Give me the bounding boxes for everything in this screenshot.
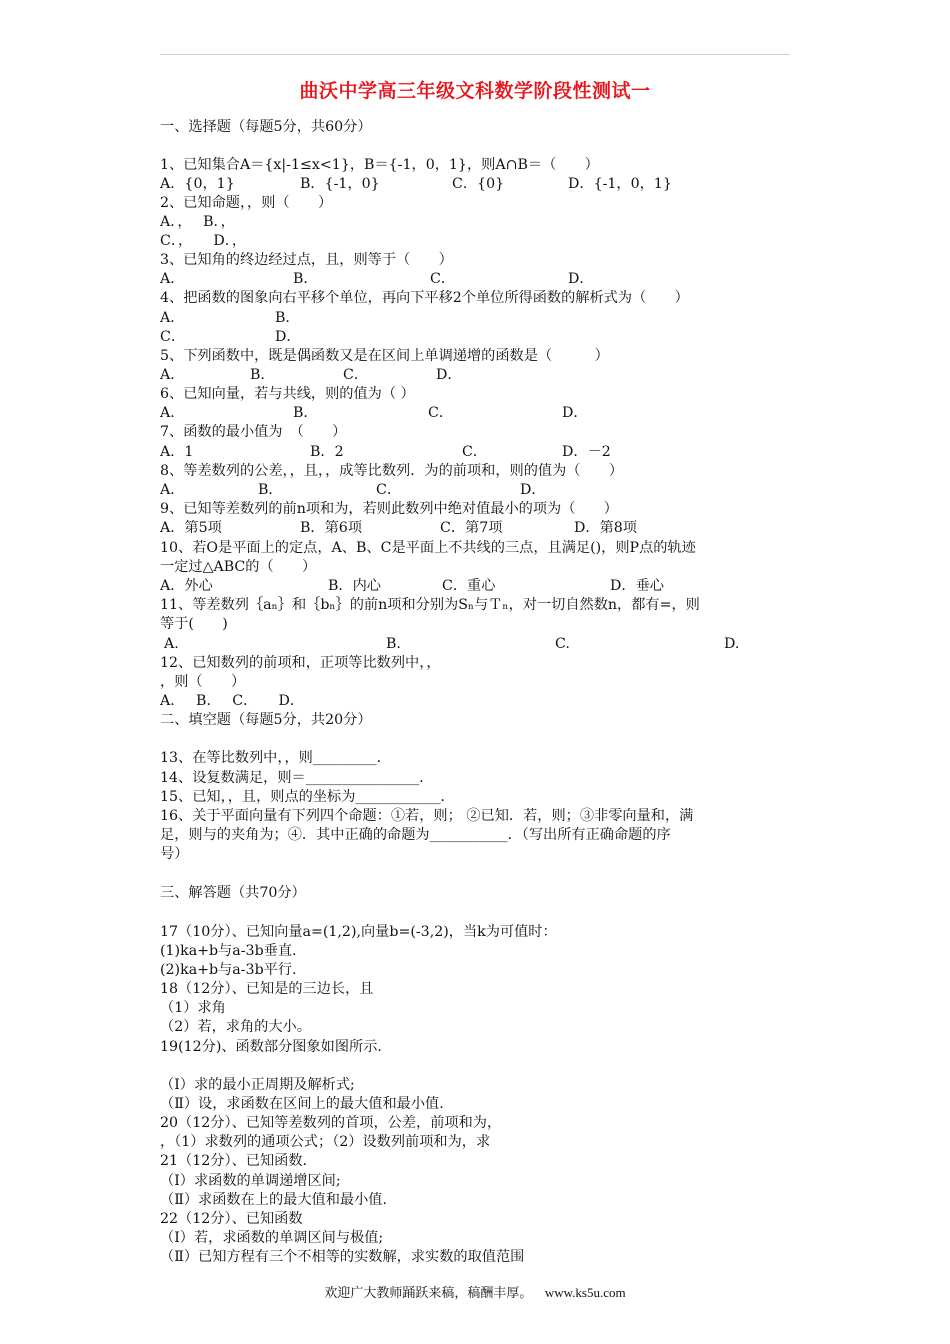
- question-18-part-1: （1）求角: [160, 1000, 226, 1016]
- q3-option-a: A．: [160, 271, 185, 287]
- q12-options: A． B． C． D．: [160, 693, 305, 709]
- question-16-line-1: 16、关于平面向量有下列四个命题：①若，则； ②已知．若，则；③非零向量和，满: [160, 808, 694, 824]
- question-13: 13、在等比数列中，，则_________．: [160, 750, 391, 766]
- question-22-part-2: （Ⅱ）已知方程有三个不相等的实数解，求实数的取值范围: [160, 1249, 525, 1265]
- section-heading-choice: 一、选择题（每题5分，共60分）: [160, 119, 372, 135]
- question-18-part-2: （2）若，求角的大小。: [160, 1019, 311, 1035]
- question-10-line-1: 10、若O是平面上的定点，A、B、C是平面上不共线的三点，且满足()，则P点的轨迹: [160, 540, 696, 556]
- question-21-part-1: （Ⅰ）求函数的单调递增区间;: [160, 1173, 341, 1189]
- question-9: 9、已知等差数列的前n项和为，若则此数列中绝对值最小的项为（ ）: [160, 501, 618, 517]
- question-20-parts: ，（1）求数列的通项公式；（2）设数列前项和为，求: [160, 1134, 491, 1150]
- question-11-line-2: 等于( ): [160, 616, 228, 632]
- q9-option-d: D．第8项: [574, 520, 637, 536]
- question-2: 2、已知命题，，则（ ）: [160, 195, 333, 211]
- q4-option-a: A．: [160, 310, 185, 326]
- footer-text: 欢迎广大教师踊跃来稿，稿酬丰厚。: [324, 1286, 533, 1301]
- question-4: 4、把函数的图象向右平移个单位，再向下平移2个单位所得函数的解析式为（ ）: [160, 290, 689, 306]
- footer-url[interactable]: www.ks5u.com: [544, 1285, 626, 1300]
- q4-option-b: B．: [275, 310, 300, 326]
- q11-option-a: A.: [164, 636, 179, 652]
- q5-option-d: D．: [436, 367, 462, 383]
- q9-option-c: C．第7项: [440, 520, 503, 536]
- header-rule: [160, 54, 790, 55]
- page-footer: [0, 1282, 950, 1301]
- q6-option-b: B．: [293, 405, 318, 421]
- q3-option-c: C．: [430, 271, 456, 287]
- q3-option-b: B．: [293, 271, 318, 287]
- question-15: 15、已知，，且，则点的坐标为____________．: [160, 789, 455, 805]
- q6-option-d: D．: [562, 405, 588, 421]
- q6-option-a: A．: [160, 405, 185, 421]
- q3-option-d: D．: [568, 271, 594, 287]
- question-12-line-2: ，则（ ）: [160, 674, 246, 690]
- q11-option-d: D.: [724, 636, 740, 652]
- question-17-part-2: (2)ka+b与a-3b平行.: [160, 962, 297, 978]
- q11-option-c: C.: [555, 636, 570, 652]
- q10-option-a: A．外心: [160, 578, 213, 594]
- q1-option-a: A．{0，1}: [160, 176, 235, 192]
- q2-options-ab: A．， B．，: [160, 214, 235, 230]
- question-1: 1、已知集合A＝{x|-1≤x<1}，B＝{-1，0，1}，则A∩B＝（ ）: [160, 157, 599, 173]
- q8-option-c: C．: [376, 482, 402, 498]
- question-5: 5、下列函数中，既是偶函数又是在区间上单调递增的函数是（ ）: [160, 348, 609, 364]
- question-22-part-1: （Ⅰ）若，求函数的单调区间与极值;: [160, 1230, 384, 1246]
- question-22: 22（12分）、已知函数: [160, 1211, 303, 1227]
- question-19: 19(12分)、函数部分图象如图所示.: [160, 1039, 382, 1055]
- q6-option-c: C．: [428, 405, 454, 421]
- q7-option-d: D．－2: [562, 444, 611, 460]
- q7-option-c: C．: [462, 444, 488, 460]
- page-title: 曲沃中学高三年级文科数学阶段性测试一: [299, 80, 651, 102]
- question-19-part-2: （Ⅱ）设，求函数在区间上的最大值和最小值.: [160, 1096, 444, 1112]
- q1-option-d: D．{-1，0，1}: [568, 176, 672, 192]
- q7-option-b: B．2: [310, 444, 344, 460]
- question-21-part-2: （Ⅱ）求函数在上的最大值和最小值.: [160, 1192, 387, 1208]
- q5-option-a: A．: [160, 367, 185, 383]
- section-heading-fill: 二、填空题（每题5分，共20分）: [160, 712, 372, 728]
- q4-option-d: D．: [275, 329, 301, 345]
- q4-option-c: C．: [160, 329, 186, 345]
- q8-option-b: B．: [258, 482, 283, 498]
- question-11-line-1: 11、等差数列｛aₙ｝和｛bₙ｝的前n项和分别为Sₙ与Ｔₙ，对一切自然数n，都有=，则: [160, 597, 700, 613]
- question-16-line-3: 号）: [160, 846, 189, 862]
- q8-option-a: A．: [160, 482, 185, 498]
- section-heading-answer: 三、解答题（共70分）: [160, 885, 306, 901]
- q9-option-b: B．第6项: [300, 520, 363, 536]
- question-6: 6、已知向量，若与共线，则的值为（ ）: [160, 386, 415, 402]
- q2-options-cd: C．， D．，: [160, 233, 247, 249]
- q9-option-a: A．第5项: [160, 520, 222, 536]
- question-14: 14、设复数满足，则＝________________．: [160, 770, 434, 786]
- question-7: 7、函数的最小值为 （ ）: [160, 424, 347, 440]
- q10-option-b: B．内心: [328, 578, 381, 594]
- question-17-part-1: (1)ka+b与a-3b垂直.: [160, 943, 297, 959]
- question-12-line-1: 12、已知数列的前项和，正项等比数列中，，: [160, 655, 441, 671]
- q10-option-d: D．垂心: [610, 578, 664, 594]
- q1-option-b: B．{-1，0}: [300, 176, 380, 192]
- q10-option-c: C．重心: [442, 578, 496, 594]
- q5-option-c: C．: [343, 367, 369, 383]
- question-21: 21（12分）、已知函数.: [160, 1153, 308, 1169]
- question-17: 17（10分）、已知向量a=(1,2),向量b=(-3,2)，当k为可值时：: [160, 924, 557, 940]
- question-18: 18（12分）、已知是的三边长，且: [160, 981, 374, 997]
- q5-option-b: B．: [250, 367, 275, 383]
- question-20: 20（12分）、已知等差数列的首项，公差，前项和为，: [160, 1115, 502, 1131]
- question-19-part-1: （Ⅰ）求的最小正周期及解析式;: [160, 1077, 355, 1093]
- question-8: 8、等差数列的公差，，且，，成等比数列．为的前项和，则的值为（ ）: [160, 463, 624, 479]
- question-3: 3、已知角的终边经过点，且，则等于（ ）: [160, 252, 453, 268]
- q7-option-a: A．1: [160, 444, 194, 460]
- q1-option-c: C．{0}: [452, 176, 505, 192]
- q11-option-b: B.: [386, 636, 401, 652]
- question-16-line-2: 足，则与的夹角为；④．其中正确的命题为___________．（写出所有正确命题的序: [160, 827, 671, 843]
- question-10-line-2: 一定过△ABC的（ ）: [160, 559, 317, 575]
- q8-option-d: D．: [520, 482, 546, 498]
